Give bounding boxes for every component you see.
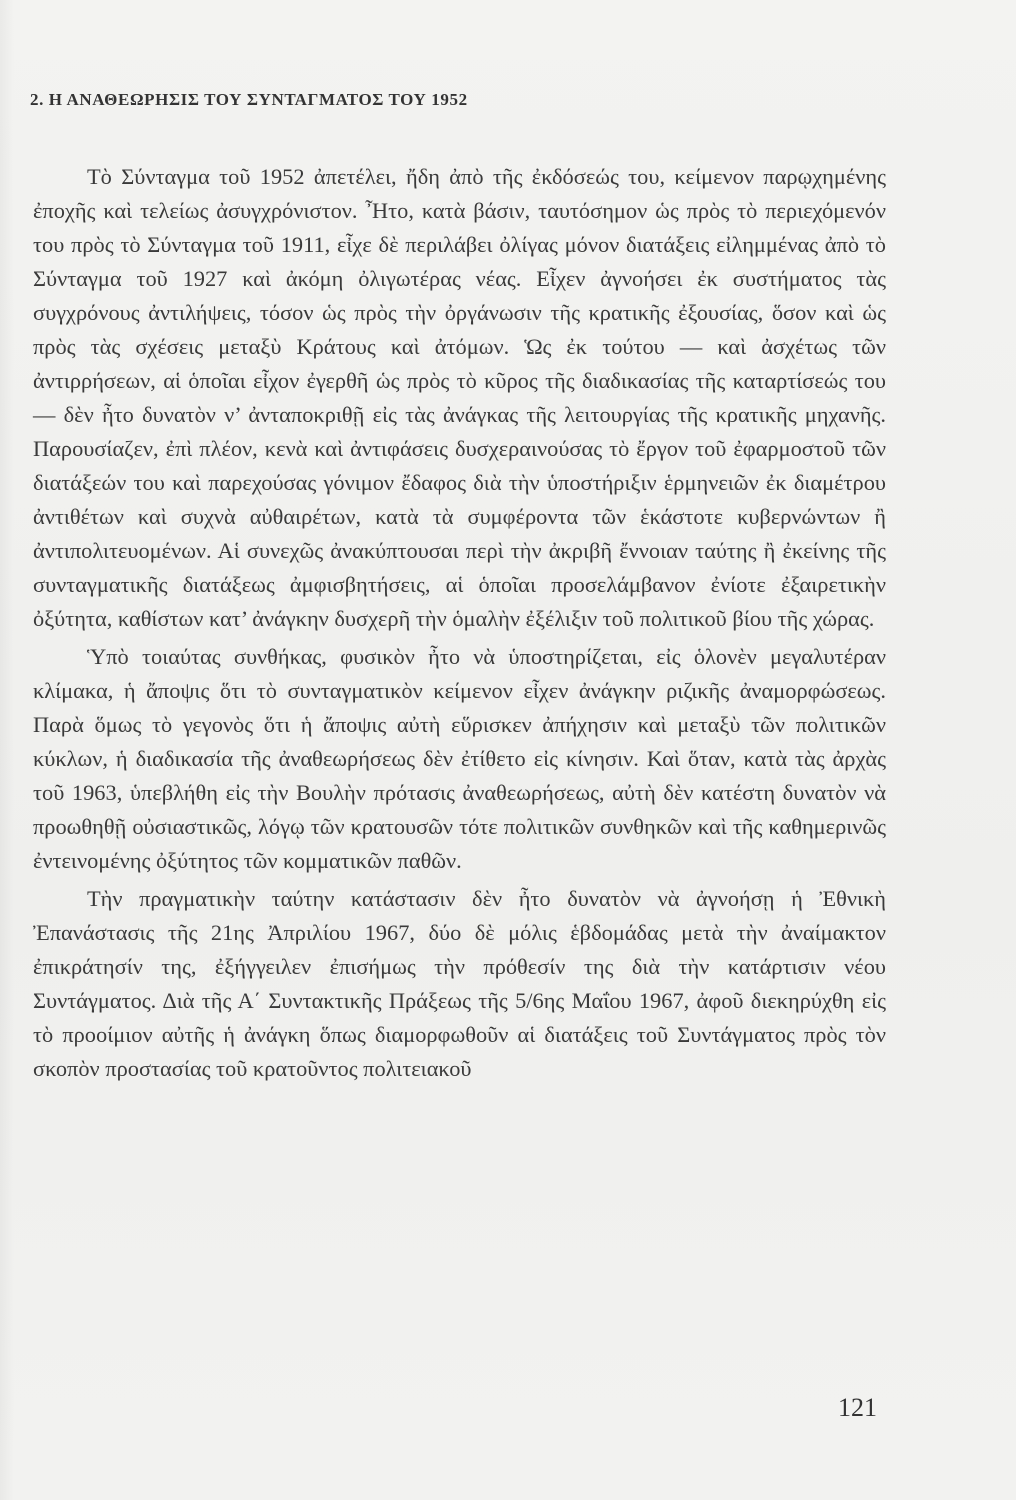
paragraph: Τὸ Σύνταγμα τοῦ 1952 ἀπετέλει, ἤδη ἀπὸ τῆς ἐκδόσεώς του, κείμενον παρῳχημένης ἐποχῆς καὶ τελείως ἀσυγχρόνιστον. Ἦτο, κατὰ βάσιν, ταυτόσημον ὡς πρὸς τὸ περιεχόμενόν του πρὸς τὸ Σύνταγμα τοῦ 1911, εἶχε δὲ περιλάβει ὀλίγας μόνον διατάξεις εἰλημμένας ἀπὸ τὸ Σύνταγμα τοῦ 1927 καὶ ἀκόμη ὀλιγωτέρας νέας. Εἶχεν ἀγνοήσει ἐκ συστήματος τὰς συγχρόνους ἀντιλήψεις, τόσον ὡς πρὸς τὴν ὀργάνωσιν τῆς κρατικῆς ἐξουσίας, ὅσον καὶ ὡς πρὸς τὰς σχέσεις μεταξὺ Κράτους καὶ ἀτόμων. Ὡς ἐκ τούτου — καὶ ἀσχέτως τῶν ἀντιρρήσεων, αἱ ὁποῖαι εἶχον ἐγερθῆ ὡς πρὸς τὸ κῦρος τῆς διαδικασίας τῆς καταρτίσεώς του — δὲν ἦτο δυνατὸν ν’ ἀνταποκριθῇ εἰς τὰς ἀνάγκας τῆς λειτουργίας τῆς κρατικῆς μηχανῆς. Παρουσίαζεν, ἐπὶ πλέον, κενὰ καὶ ἀντιφάσεις δυσχεραινούσας τὸ ἔργον τοῦ ἐφαρμοστοῦ τῶν διατάξεών του καὶ παρεχούσας γόνιμον ἔδαφος διὰ τὴν ὑποστήριξιν ἑρμηνειῶν ἐκ διαμέτρου ἀντιθέτων καὶ συχνὰ αὐθαιρέτων, κατὰ τὰ συμφέροντα τῶν ἑκάστοτε κυβερνώντων ἢ ἀντιπολιτευομένων. Αἱ συνεχῶς ἀνακύπτουσαι περὶ τὴν ἀκριβῆ ἔννοιαν ταύτης ἢ ἐκείνης τῆς συνταγματικῆς διατάξεως ἀμφισβητήσεις, αἱ ὁποῖαι προσελάμβανον ἐνίοτε ἐξαιρετικὴν ὀξύτητα, καθίστων κατ’ ἀνάγκην δυσχερῆ τὴν ὁμαλὴν ἐξέλιξιν τοῦ πολιτικοῦ βίου τῆς χώρας. (33, 164, 886, 631)
paragraph: Τὴν πραγματικὴν ταύτην κατάστασιν δὲν ἦτο δυνατὸν νὰ ἀγνοήσῃ ἡ Ἐθνικὴ Ἐπανάστασις τῆς 21ης Ἀπριλίου 1967, δύο δὲ μόλις ἑβδομάδας μετὰ τὴν ἀναίμακτον ἐπικράτησίν της, ἐξήγγειλεν ἐπισήμως τὴν πρόθεσίν της διὰ τὴν κατάρτισιν νέου Συντάγματος. Διὰ τῆς Α΄ Συντακτικῆς Πράξεως τῆς 5/6ης Μαΐου 1967, ἀφοῦ διεκηρύχθη εἰς τὸ προοίμιον αὐτῆς ἡ ἀνάγκη ὅπως διαμορφωθοῦν αἱ διατάξεις τοῦ Συντάγματος πρὸς τὸν σκοπὸν προστασίας τοῦ κρατοῦντος πολιτειακοῦ (33, 886, 886, 1081)
section-heading: 2. Η ΑΝΑΘΕΩΡΗΣΙΣ ΤΟΥ ΣΥΝΤΑΓΜΑΤΟΣ ΤΟΥ 1952 (30, 90, 468, 109)
page-number: 121 (838, 1393, 877, 1422)
paragraph: Ὑπὸ τοιαύτας συνθήκας, φυσικὸν ἦτο νὰ ὑποστηρίζεται, εἰς ὁλονὲν μεγαλυτέραν κλίμακα, ἡ ἄποψις ὅτι τὸ συνταγματικὸν κείμενον εἶχεν ἀνάγκην ριζικῆς ἀναμορφώσεως. Παρὰ ὅμως τὸ γεγονὸς ὅτι ἡ ἄποψις αὐτὴ εὕρισκεν ἀπήχησιν καὶ μεταξὺ τῶν πολιτικῶν κύκλων, ἡ διαδικασία τῆς ἀναθεωρήσεως δὲν ἐτίθετο εἰς κίνησιν. Καὶ ὅταν, κατὰ τὰς ἀρχὰς τοῦ 1963, ὑπεβλήθη εἰς τὴν Βουλὴν πρότασις ἀναθεωρήσεως, αὐτὴ δὲν κατέστη δυνατὸν νὰ προωθηθῇ οὐσιαστικῶς, λόγῳ τῶν κρατουσῶν τότε πολιτικῶν συνθηκῶν καὶ τῆς καθημερινῶς ἐντεινομένης ὀξύτητος τῶν κομματικῶν παθῶν. (33, 644, 886, 873)
page-edge-shadow (0, 0, 14, 1500)
body-text (33, 160, 886, 1090)
